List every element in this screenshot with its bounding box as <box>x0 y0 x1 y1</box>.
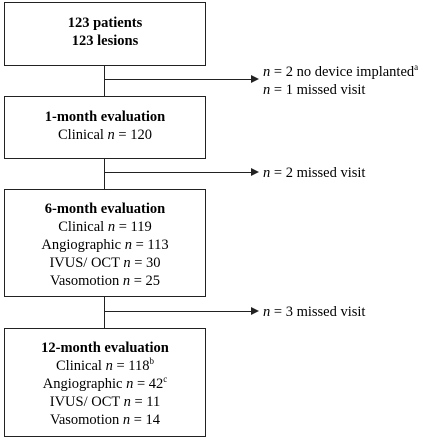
exclusion-note <box>263 164 365 182</box>
arrowhead-icon <box>251 307 259 315</box>
footnote-marker: a <box>414 62 419 73</box>
box-6-month-line: Clinical n = 119 <box>58 219 152 235</box>
box-1-month <box>4 96 206 159</box>
exclusion-line: n = 2 no device implanted$^a$ <box>263 62 419 80</box>
exclusion-arrow-line <box>104 311 255 312</box>
connector-line <box>104 297 105 328</box>
box-12-month-title: 12-month evaluation <box>41 340 169 356</box>
exclusion-note <box>263 63 418 99</box>
footnote-marker: c <box>163 374 168 385</box>
exclusion-line: n = 3 missed visit <box>263 304 366 320</box>
box-6-month <box>4 189 206 297</box>
box-1-month-line: Clinical n = 120 <box>58 127 152 143</box>
box-12-month-line: IVUS/ OCT n = 11 <box>49 394 161 410</box>
exclusion-arrow-line <box>104 172 255 173</box>
box-6-month-title: 6-month evaluation <box>44 201 166 217</box>
exclusion-arrow-line <box>104 79 255 80</box>
exclusion-line: n = 2 missed visit <box>263 165 366 181</box>
arrowhead-icon <box>251 75 259 83</box>
box-1-month-title: 1-month evaluation <box>44 109 166 125</box>
arrowhead-icon <box>251 168 259 176</box>
box-enrollment-line: 123 lesions <box>71 33 139 49</box>
box-12-month <box>4 328 206 437</box>
box-12-month-line: Angiographic n = 42$^c$ <box>42 374 168 392</box>
box-12-month-line: Vasomotion n = 14 <box>49 412 161 428</box>
box-6-month-line: IVUS/ OCT n = 30 <box>49 255 161 271</box>
exclusion-note <box>263 303 365 321</box>
footnote-marker: b <box>149 356 154 367</box>
box-6-month-line: Vasomotion n = 25 <box>49 273 161 289</box>
box-12-month-line: Clinical n = 118$^b$ <box>56 356 154 374</box>
exclusion-line: n = 1 missed visit <box>263 82 366 98</box>
connector-line <box>104 66 105 96</box>
box-enrollment-title: 123 patients <box>67 15 143 31</box>
box-enrollment <box>4 2 206 66</box>
box-6-month-line: Angiographic n = 113 <box>41 237 169 253</box>
connector-line <box>104 159 105 189</box>
